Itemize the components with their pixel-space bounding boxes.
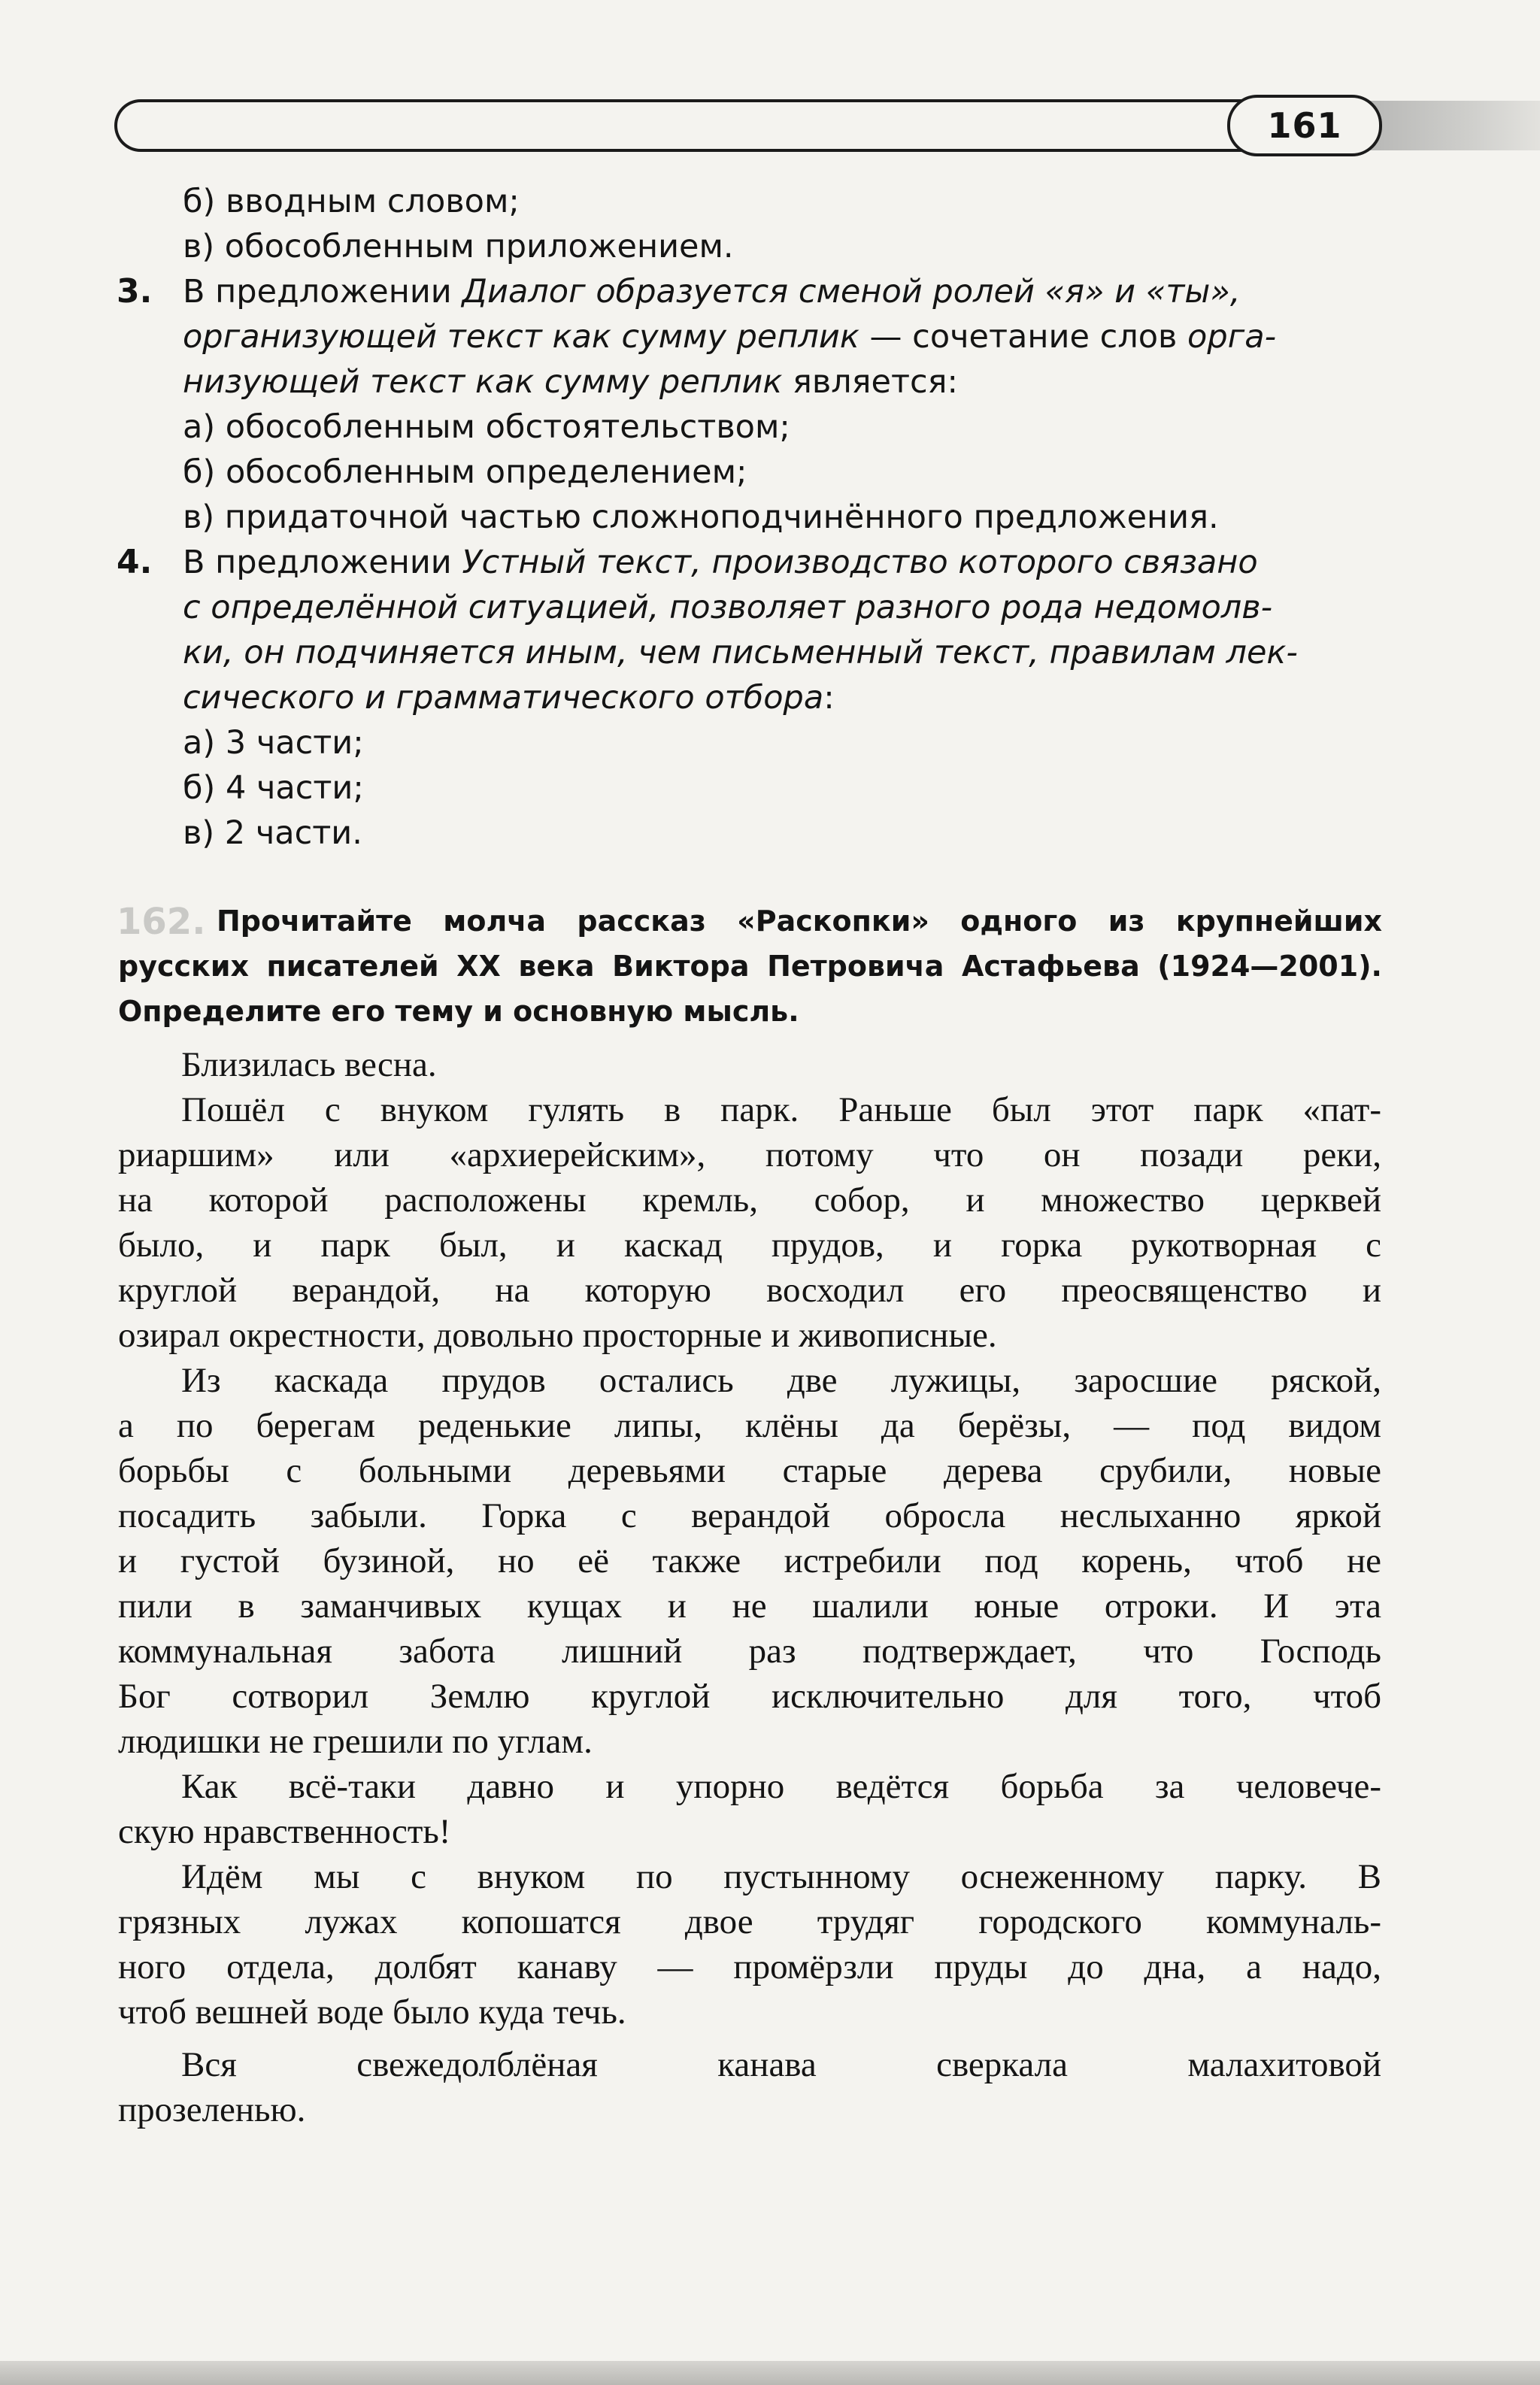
q3-number: 3.: [117, 272, 153, 311]
story-line-12: и густой бузиной, но её также истребили под корень, чтоб не: [118, 1541, 1381, 1580]
story-line-8: Из каскада прудов остались две лужицы, заросшие ряской,: [181, 1361, 1381, 1400]
q3-line-1: В предложении Диалог образуется сменой ролей «я» и «ты»,: [183, 273, 1241, 311]
story-line-13: пили в заманчивых кущах и не шалили юные отроки. И эта: [118, 1586, 1381, 1626]
story-line-15: Бог сотворил Землю круглой исключительно для того, чтоб: [118, 1677, 1381, 1716]
story-line-4: на которой расположены кремль, собор, и множество церквей: [118, 1180, 1381, 1220]
story-line-17: Как всё-таки давно и упорно ведётся борьба за человече-: [181, 1767, 1381, 1806]
story-line-19: Идём мы с внуком по пустынному оснеженному парку. В: [181, 1857, 1381, 1896]
story-line-18: скую нравственность!: [118, 1812, 451, 1851]
q3-option-a: а) обособленным обстоятельством;: [183, 408, 790, 446]
story-line-11: посадить забыли. Горка с верандой обросла неслыханно яркой: [118, 1496, 1381, 1535]
q4-number: 4.: [117, 543, 153, 581]
q4-line-2: с определённой ситуацией, позволяет разного рода недомолв-: [183, 589, 1273, 626]
story-line-20: грязных лужах копошатся двое трудяг городского коммуналь-: [118, 1902, 1381, 1941]
q4-option-a: а) 3 части;: [183, 724, 364, 762]
q4-line-3: ки, он подчиняется иным, чем письменный текст, правилам лек-: [183, 634, 1298, 671]
story-line-1: Близилась весна.: [181, 1045, 437, 1084]
q2-option-b: б) вводным словом;: [183, 183, 520, 220]
exercise-line-3: Определите его тему и основную мысль.: [118, 995, 799, 1028]
story-line-9: а по берегам реденькие липы, клёны да берёзы, — под видом: [118, 1406, 1381, 1445]
story-line-22: чтоб вешней воде было куда течь.: [118, 1993, 626, 2032]
q4-option-b: б) 4 части;: [183, 769, 364, 807]
page-number: 161: [1227, 95, 1382, 156]
q3-line-2: организующей текст как сумму реплик — сочетание слов орга-: [183, 318, 1277, 356]
story-line-16: людишки не грешили по углам.: [118, 1722, 593, 1761]
exercise-line-1: Прочитайте молча рассказ «Раскопки» одного из крупнейших: [217, 905, 1382, 938]
page-bottom-shading: [0, 2361, 1540, 2385]
story-line-6: круглой верандой, на которую восходил его преосвященство и: [118, 1271, 1381, 1310]
q4-line-4: сического и грамматического отбора:: [183, 679, 835, 717]
q4-line-1: В предложении Устный текст, производство которого связано: [183, 544, 1258, 581]
story-line-3: риаршим» или «архиерейским», потому что он позади реки,: [118, 1135, 1381, 1174]
story-line-5: было, и парк был, и каскад прудов, и горка рукотворная с: [118, 1226, 1381, 1265]
story-line-2: Пошёл с внуком гулять в парк. Раньше был этот парк «пат-: [181, 1090, 1381, 1129]
q3-option-c: в) придаточной частью сложноподчинённого предложения.: [183, 499, 1219, 536]
q2-option-c: в) обособленным приложением.: [183, 228, 734, 265]
q3-line-3: низующей текст как сумму реплик является:: [183, 363, 959, 401]
exercise-number: 162.: [117, 901, 206, 943]
header-bar: [114, 99, 1355, 152]
page-edge-shading: [1369, 101, 1540, 150]
story-line-14: коммунальная забота лишний раз подтверждает, что Господь: [118, 1632, 1381, 1671]
q3-option-b: б) обособленным определением;: [183, 453, 747, 491]
q4-option-c: в) 2 части.: [183, 814, 362, 852]
story-line-24: прозеленью.: [118, 2090, 306, 2129]
story-line-21: ного отдела, долбят канаву — промёрзли пруды до дна, а надо,: [118, 1947, 1381, 1986]
story-line-10: борьбы с больными деревьями старые дерева срубили, новые: [118, 1451, 1381, 1490]
exercise-line-2: русских писателей XX века Виктора Петровича Астафьева (1924—2001).: [118, 950, 1382, 983]
story-line-7: озирал окрестности, довольно просторные и живописные.: [118, 1316, 997, 1355]
story-line-23: Вся свежедолблёная канава сверкала малахитовой: [181, 2045, 1381, 2084]
